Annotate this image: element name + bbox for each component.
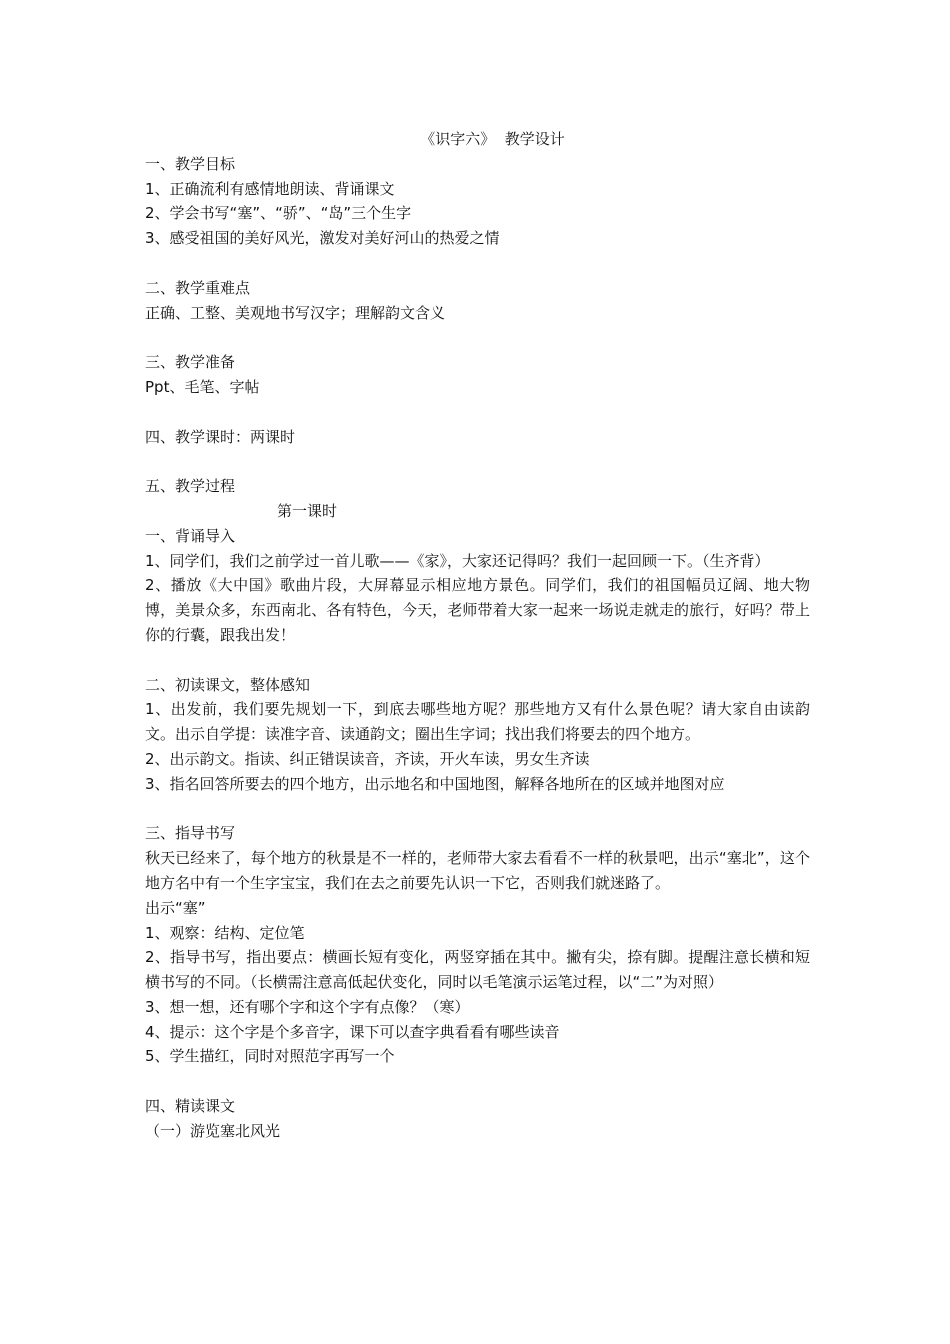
preparation-text: Ppt、毛笔、字帖: [145, 377, 260, 396]
process-heading: 五、教学过程: [145, 477, 236, 496]
hours-heading: 四、教学课时：两课时: [145, 427, 296, 446]
goal-item: 3、感受祖国的美好风光，激发对美好河山的热爱之情: [145, 229, 500, 248]
spacer: [145, 251, 810, 276]
part3-intro: 秋天已经来了，每个地方的秋景是不一样的，老师带大家去看看不一样的秋景吧，出示“塞北”，这个地方名中有一个生字宝宝，我们在去之前要先认识一下它，否则我们就迷路了。: [145, 849, 810, 892]
spacer: [145, 648, 810, 673]
spacer: [145, 400, 810, 425]
part3-show: 出示“塞”: [145, 898, 206, 917]
part4-subheading: （一）游览塞北风光: [145, 1121, 281, 1140]
lesson-title: 第一课时: [277, 501, 338, 520]
spacer: [145, 325, 810, 350]
part3-step: 3、想一想，还有哪个字和这个字有点像？（寒）: [145, 997, 470, 1016]
spacer: [145, 1069, 810, 1094]
spacer: [145, 449, 810, 474]
part1-paragraph: 2、播放《大中国》歌曲片段，大屏幕显示相应地方景色。同学们，我们的祖国幅员辽阔、地大物博，美景众多，东西南北、各有特色，今天，老师带着大家一起来一场说走就走的旅行，好吗？带上你的行囊，跟我出发！: [145, 576, 810, 644]
preparation-heading: 三、教学准备: [145, 353, 236, 372]
goal-item: 1、正确流利有感情地朗读、背诵课文: [145, 179, 395, 198]
part1-heading: 一、背诵导入: [145, 526, 236, 545]
part3-step: 2、指导书写，指出要点：横画长短有变化，两竖穿插在其中。撇有尖，捺有脚。提醒注意长横和短横书写的不同。（长横需注意高低起伏变化，同时以毛笔演示运笔过程，以“二”为对照）: [145, 948, 810, 992]
part2-paragraph: 2、出示韵文。指读、纠正错误读音，齐读，开火车读，男女生齐读: [145, 749, 590, 768]
goals-heading: 一、教学目标: [145, 154, 236, 173]
document-title: 《识字六》 教学设计: [420, 130, 565, 148]
part1-paragraph: 1、同学们，我们之前学过一首儿歌——《家》，大家还记得吗？我们一起回顾一下。（生齐背）: [145, 551, 770, 570]
part3-heading: 三、指导书写: [145, 824, 236, 843]
part3-step: 4、提示：这个字是个多音字，课下可以查字典看看有哪些读音: [145, 1022, 560, 1041]
key-points-text: 正确、工整、美观地书写汉字；理解韵文含义: [145, 303, 446, 322]
spacer: [145, 797, 810, 822]
part2-paragraph: 1、出发前，我们要先规划一下，到底去哪些地方呢？那些地方又有什么景色呢？请大家自由读韵文。出示自学提：读准字音、读通韵文；圈出生字词；找出我们将要去的四个地方。: [145, 700, 810, 744]
part4-heading: 四、精读课文: [145, 1097, 236, 1116]
goal-item: 2、学会书写“塞”、“骄”、“岛”三个生字: [145, 204, 412, 223]
document-page: [145, 127, 810, 1144]
part2-paragraph: 3、指名回答所要去的四个地方，出示地名和中国地图，解释各地所在的区域并地图对应: [145, 774, 725, 793]
part3-step: 5、学生描红，同时对照范字再写一个: [145, 1047, 395, 1066]
part2-heading: 二、初读课文，整体感知: [145, 675, 311, 694]
part3-step: 1、观察：结构、定位笔: [145, 923, 305, 942]
key-points-heading: 二、教学重难点: [145, 278, 251, 297]
